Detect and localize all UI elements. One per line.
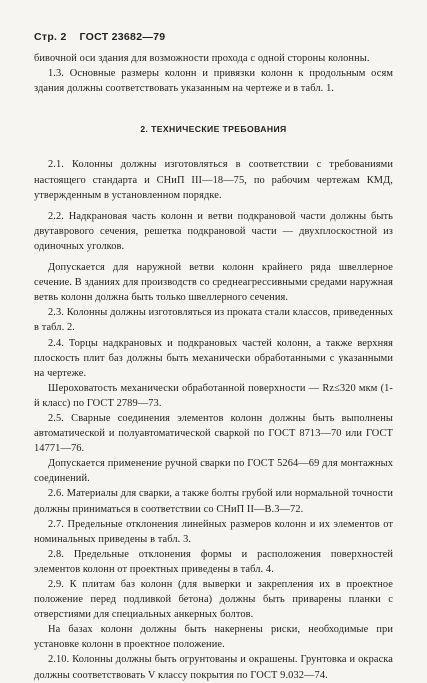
clause-2-1: 2.1. Колонны должны изготовляться в соответствии с требованиями настоящего стандарта и СНиП III—18—75, по рабочим чертежам КМД, утвержденным в установленном порядке. <box>34 159 393 201</box>
page-header <box>34 30 393 45</box>
paragraph-1-3: 1.3. Основные размеры колонн и привязки колонн к продольным осям здания должны соответствовать указанным на чертеже и в табл. 1. <box>34 68 393 95</box>
clause-2-5-note: Допускается применение ручной сварки по ГОСТ 5264—69 для монтажных соединений. <box>34 458 393 485</box>
clause-2-8: 2.8. Предельные отклонения формы и расположения поверхностей элементов колонн от проектных приведены в табл. 4. <box>34 548 393 575</box>
page-label: Стр. 2 <box>34 31 67 43</box>
clause-2-4-roughness: Шероховатость механически обработанной поверхности — Rz≤320 мкм (1-й класс) по ГОСТ 2789—73. <box>34 382 393 409</box>
clause-2-3: 2.3. Колонны должны изготовляться из проката стали классов, приведенных в табл. 2. <box>34 307 393 334</box>
section-title: 2. ТЕХНИЧЕСКИЕ ТРЕБОВАНИЯ <box>140 124 287 135</box>
clause-2-10: 2.10. Колонны должны быть огрунтованы и окрашены. Грунтовка и окраска должны соответствовать V классу покрытия по ГОСТ 9.032—74. <box>34 654 393 681</box>
clause-2-2: 2.2. Надкрановая часть колонн и ветви подкрановой части должны быть двутаврового сечения, решетка подкрановой части — двухплоскостной из одиночных уголков. <box>34 210 393 252</box>
clause-2-2-note: Допускается для наружной ветви колонн крайнего ряда швеллерное сечение. В зданиях для производств со среднеагрессивными средами наружная ветвь колонн должна быть только швеллерного сечения. <box>34 262 393 304</box>
paragraph-continuation: бивочной оси здания для возможности прохода с одной стороны колонны. <box>34 53 370 65</box>
clause-2-7: 2.7. Предельные отклонения линейных размеров колонн и их элементов от номинальных приведены в табл. 3. <box>34 518 393 545</box>
clause-2-6: 2.6. Материалы для сварки, а также болты грубой или нормальной точности должны приниматься в соответствии со СНиП II—В.3—72. <box>34 488 393 515</box>
clause-2-9-note: На базах колонн должны быть накернены риски, необходимые при установке колонн в проектное положение. <box>34 624 393 651</box>
clause-2-5: 2.5. Сварные соединения элементов колонн должны быть выполнены автоматической и полуавтоматической сваркой по ГОСТ 8713—70 или ГОСТ 14771—76. <box>34 412 393 455</box>
clause-2-9: 2.9. К плитам баз колонн (для выверки и закрепления их в проектное положение перед подливкой бетона) должны быть приварены планки с отверстиями для специальных анкерных болтов. <box>34 579 393 621</box>
standard-number: ГОСТ 23682—79 <box>79 31 166 43</box>
clause-2-4: 2.4. Торцы надкрановых и подкрановых частей колонн, а также верхняя плоскость плит баз должны быть механически обработанными с указанными на чертеже. <box>34 337 393 379</box>
